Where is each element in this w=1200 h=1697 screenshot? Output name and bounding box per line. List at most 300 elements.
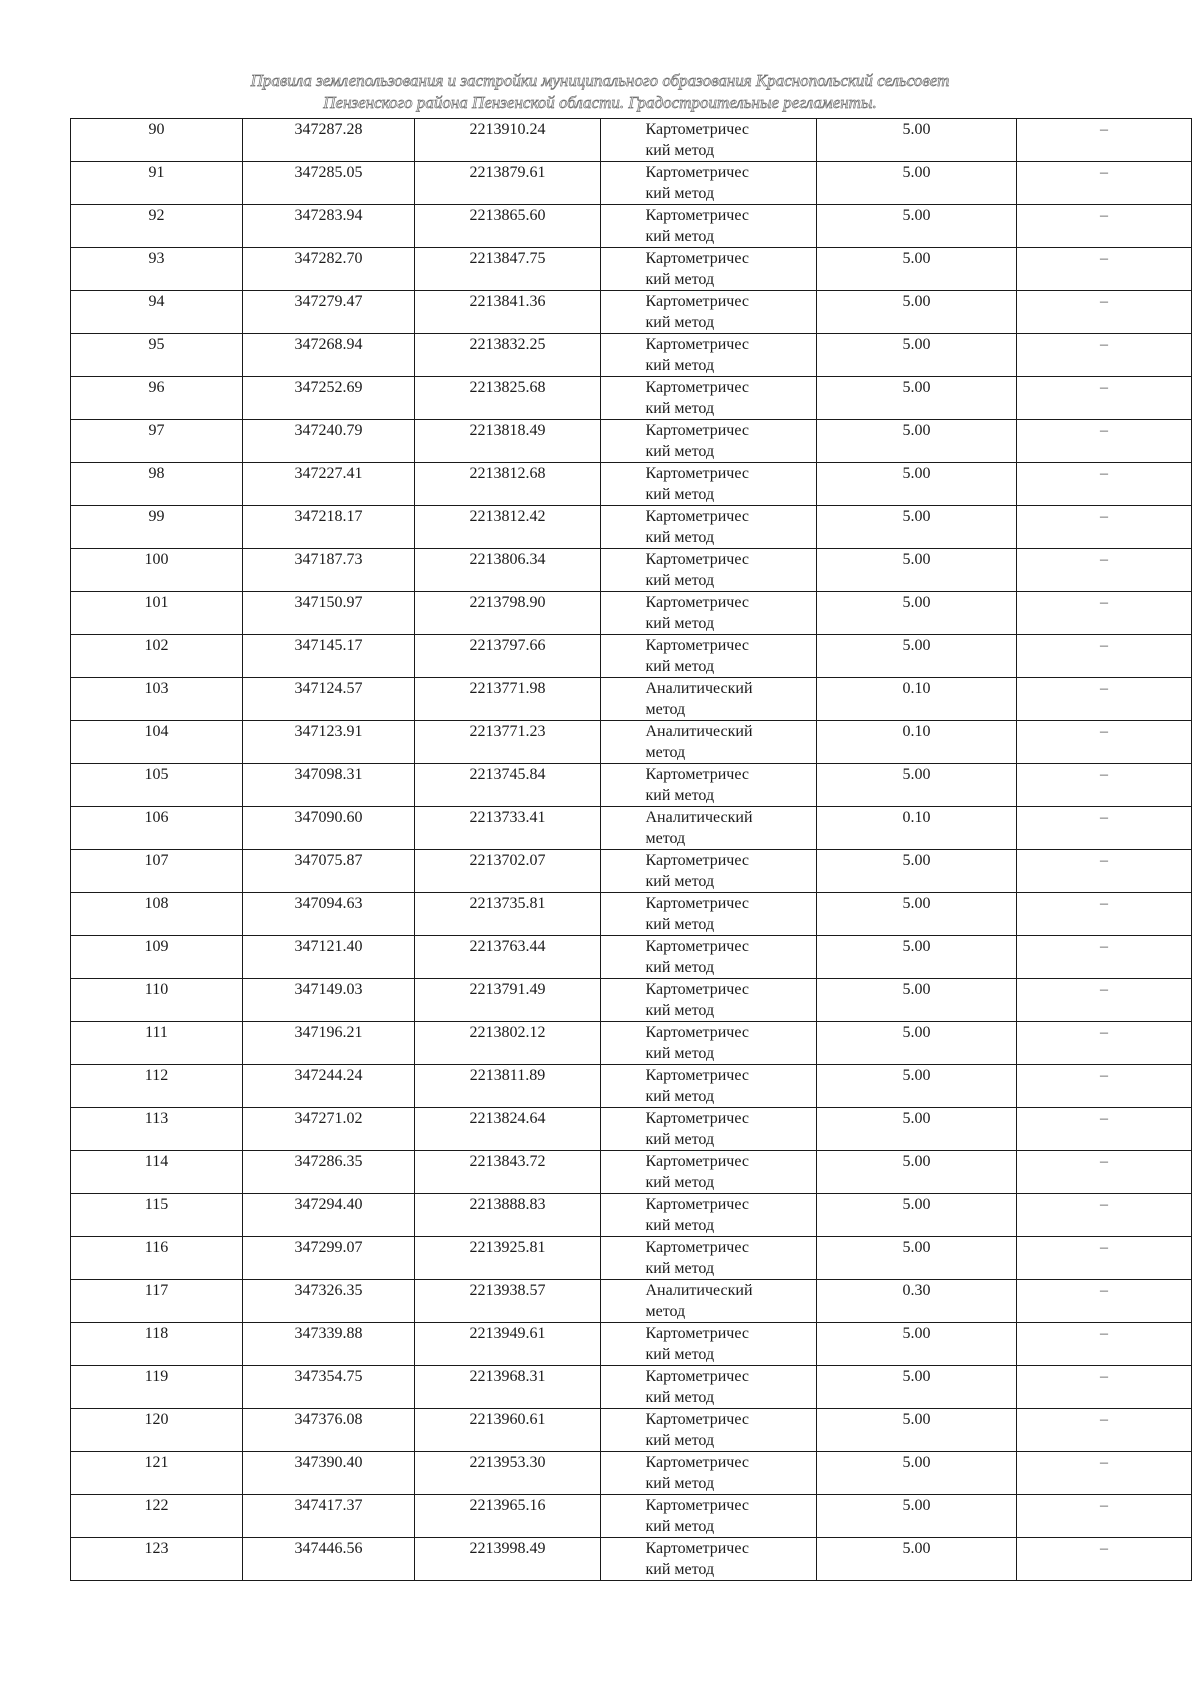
method-text (646, 1452, 772, 1494)
point-number-cell: 102 (71, 635, 243, 678)
y-coordinate-cell: 2213879.61 (415, 162, 601, 205)
accuracy-cell: 5.00 (817, 162, 1017, 205)
accuracy-cell: 5.00 (817, 506, 1017, 549)
y-coordinate-cell: 2213825.68 (415, 377, 601, 420)
method-text (646, 162, 772, 204)
table-row (71, 1194, 1192, 1237)
table-row (71, 893, 1192, 936)
accuracy-cell: 5.00 (817, 1495, 1017, 1538)
accuracy-cell: 5.00 (817, 334, 1017, 377)
table-row (71, 334, 1192, 377)
x-coordinate-cell: 347446.56 (243, 1538, 415, 1581)
method-line-2: метод (645, 1303, 686, 1320)
method-line-1: Картометричес (645, 1067, 749, 1084)
x-coordinate-cell: 347279.47 (243, 291, 415, 334)
table-row (71, 592, 1192, 635)
y-coordinate-cell: 2213791.49 (415, 979, 601, 1022)
method-text (646, 1538, 772, 1580)
point-number-cell: 93 (71, 248, 243, 291)
description-cell: – (1017, 205, 1192, 248)
y-coordinate-cell: 2213771.23 (415, 721, 601, 764)
y-coordinate-cell: 2213702.07 (415, 850, 601, 893)
method-cell (601, 1495, 817, 1538)
point-number-cell: 96 (71, 377, 243, 420)
y-coordinate-cell: 2213910.24 (415, 119, 601, 162)
method-cell (601, 936, 817, 979)
method-line-1: Картометричес (645, 1411, 749, 1428)
method-line-2: метод (645, 830, 686, 847)
description-cell: – (1017, 678, 1192, 721)
method-line-1: Картометричес (645, 1497, 749, 1514)
y-coordinate-cell: 2213806.34 (415, 549, 601, 592)
description-cell: – (1017, 893, 1192, 936)
method-cell (601, 248, 817, 291)
y-coordinate-cell: 2213812.68 (415, 463, 601, 506)
accuracy-cell: 5.00 (817, 1194, 1017, 1237)
y-coordinate-cell: 2213771.98 (415, 678, 601, 721)
table-row (71, 1151, 1192, 1194)
method-text (646, 1065, 772, 1107)
method-cell (601, 1237, 817, 1280)
method-cell (601, 205, 817, 248)
point-number-cell: 118 (71, 1323, 243, 1366)
description-cell: – (1017, 850, 1192, 893)
method-line-2: кий метод (645, 1432, 715, 1449)
description-cell: – (1017, 119, 1192, 162)
description-cell: – (1017, 1495, 1192, 1538)
point-number-cell: 116 (71, 1237, 243, 1280)
method-line-2: кий метод (645, 1260, 715, 1277)
y-coordinate-cell: 2213811.89 (415, 1065, 601, 1108)
method-line-2: кий метод (645, 486, 715, 503)
method-line-1: Картометричес (645, 895, 749, 912)
x-coordinate-cell: 347149.03 (243, 979, 415, 1022)
method-text (646, 463, 772, 505)
method-line-1: Картометричес (645, 1540, 749, 1557)
method-cell (601, 635, 817, 678)
point-number-cell: 94 (71, 291, 243, 334)
table-row (71, 1237, 1192, 1280)
table-row (71, 936, 1192, 979)
method-line-2: кий метод (645, 873, 715, 890)
x-coordinate-cell: 347145.17 (243, 635, 415, 678)
point-number-cell: 123 (71, 1538, 243, 1581)
method-line-1: Картометричес (645, 164, 749, 181)
y-coordinate-cell: 2213798.90 (415, 592, 601, 635)
accuracy-cell: 5.00 (817, 1366, 1017, 1409)
method-line-2: кий метод (645, 314, 715, 331)
y-coordinate-cell: 2213847.75 (415, 248, 601, 291)
method-text (646, 248, 772, 290)
accuracy-cell: 5.00 (817, 1065, 1017, 1108)
method-line-2: кий метод (645, 572, 715, 589)
x-coordinate-cell: 347187.73 (243, 549, 415, 592)
method-line-1: Картометричес (645, 293, 749, 310)
table-row (71, 205, 1192, 248)
method-cell (601, 893, 817, 936)
method-line-1: Картометричес (645, 981, 749, 998)
method-text (646, 893, 772, 935)
point-number-cell: 122 (71, 1495, 243, 1538)
method-text (646, 1022, 772, 1064)
point-number-cell: 109 (71, 936, 243, 979)
accuracy-cell: 0.10 (817, 807, 1017, 850)
method-cell (601, 119, 817, 162)
y-coordinate-cell: 2213733.41 (415, 807, 601, 850)
method-cell (601, 764, 817, 807)
accuracy-cell: 5.00 (817, 248, 1017, 291)
point-number-cell: 111 (71, 1022, 243, 1065)
y-coordinate-cell: 2213938.57 (415, 1280, 601, 1323)
method-line-1: Картометричес (645, 1239, 749, 1256)
x-coordinate-cell: 347390.40 (243, 1452, 415, 1495)
accuracy-cell: 5.00 (817, 936, 1017, 979)
method-cell (601, 463, 817, 506)
method-line-2: кий метод (645, 1088, 715, 1105)
method-text (646, 205, 772, 247)
table-row (71, 1366, 1192, 1409)
table-row (71, 764, 1192, 807)
table-row (71, 635, 1192, 678)
method-cell (601, 721, 817, 764)
point-number-cell: 90 (71, 119, 243, 162)
description-cell: – (1017, 1280, 1192, 1323)
method-line-2: кий метод (645, 1561, 715, 1578)
method-cell (601, 1452, 817, 1495)
method-text (646, 1495, 772, 1537)
method-line-2: кий метод (645, 357, 715, 374)
description-cell: – (1017, 506, 1192, 549)
table-row (71, 979, 1192, 1022)
table-row (71, 721, 1192, 764)
description-cell: – (1017, 420, 1192, 463)
method-line-2: кий метод (645, 1174, 715, 1191)
method-text (646, 1151, 772, 1193)
header-line-1: Правила землепользования и застройки муниципального образования Краснопольский сельсовет (250, 71, 950, 90)
description-cell: – (1017, 807, 1192, 850)
method-line-2: метод (645, 701, 686, 718)
method-text (646, 635, 772, 677)
point-number-cell: 107 (71, 850, 243, 893)
method-text (646, 549, 772, 591)
description-cell: – (1017, 1065, 1192, 1108)
coordinates-table (70, 118, 1192, 1581)
y-coordinate-cell: 2213745.84 (415, 764, 601, 807)
method-cell (601, 162, 817, 205)
accuracy-cell: 5.00 (817, 850, 1017, 893)
accuracy-cell: 0.10 (817, 678, 1017, 721)
x-coordinate-cell: 347339.88 (243, 1323, 415, 1366)
y-coordinate-cell: 2213818.49 (415, 420, 601, 463)
x-coordinate-cell: 347417.37 (243, 1495, 415, 1538)
coordinates-table-body (71, 119, 1192, 1581)
method-line-2: кий метод (645, 142, 715, 159)
method-text (646, 420, 772, 462)
y-coordinate-cell: 2213960.61 (415, 1409, 601, 1452)
table-row (71, 1452, 1192, 1495)
point-number-cell: 114 (71, 1151, 243, 1194)
method-cell (601, 1108, 817, 1151)
accuracy-cell: 5.00 (817, 764, 1017, 807)
accuracy-cell: 5.00 (817, 1538, 1017, 1581)
method-cell (601, 1151, 817, 1194)
point-number-cell: 110 (71, 979, 243, 1022)
method-line-2: кий метод (645, 443, 715, 460)
method-line-1: Картометричес (645, 1368, 749, 1385)
accuracy-cell: 5.00 (817, 1237, 1017, 1280)
method-text (646, 1194, 772, 1236)
accuracy-cell: 5.00 (817, 377, 1017, 420)
accuracy-cell: 0.10 (817, 721, 1017, 764)
y-coordinate-cell: 2213802.12 (415, 1022, 601, 1065)
method-line-2: кий метод (645, 1131, 715, 1148)
description-cell: – (1017, 764, 1192, 807)
description-cell: – (1017, 1194, 1192, 1237)
point-number-cell: 121 (71, 1452, 243, 1495)
table-row (71, 420, 1192, 463)
accuracy-cell: 5.00 (817, 1022, 1017, 1065)
description-cell: – (1017, 334, 1192, 377)
method-line-1: Картометричес (645, 594, 749, 611)
x-coordinate-cell: 347150.97 (243, 592, 415, 635)
description-cell: – (1017, 248, 1192, 291)
x-coordinate-cell: 347268.94 (243, 334, 415, 377)
method-text (646, 1280, 772, 1322)
method-text (646, 764, 772, 806)
description-cell: – (1017, 721, 1192, 764)
y-coordinate-cell: 2213735.81 (415, 893, 601, 936)
method-cell (601, 1409, 817, 1452)
description-cell: – (1017, 1538, 1192, 1581)
table-row (71, 119, 1192, 162)
method-line-1: Картометричес (645, 938, 749, 955)
x-coordinate-cell: 347094.63 (243, 893, 415, 936)
method-text (646, 678, 772, 720)
description-cell: – (1017, 1151, 1192, 1194)
description-cell: – (1017, 635, 1192, 678)
method-line-2: кий метод (645, 1346, 715, 1363)
method-line-1: Картометричес (645, 1024, 749, 1041)
table-row (71, 807, 1192, 850)
description-cell: – (1017, 1452, 1192, 1495)
method-text (646, 1237, 772, 1279)
description-cell: – (1017, 549, 1192, 592)
method-text (646, 1409, 772, 1451)
method-line-1: Картометричес (645, 207, 749, 224)
y-coordinate-cell: 2213832.25 (415, 334, 601, 377)
method-cell (601, 1065, 817, 1108)
accuracy-cell: 5.00 (817, 1151, 1017, 1194)
method-line-2: метод (645, 744, 686, 761)
method-line-1: Картометричес (645, 1454, 749, 1471)
method-line-2: кий метод (645, 1475, 715, 1492)
method-line-1: Картометричес (645, 422, 749, 439)
point-number-cell: 91 (71, 162, 243, 205)
method-line-1: Картометричес (645, 1325, 749, 1342)
method-line-2: кий метод (645, 916, 715, 933)
accuracy-cell: 5.00 (817, 1452, 1017, 1495)
y-coordinate-cell: 2213925.81 (415, 1237, 601, 1280)
method-line-2: кий метод (645, 529, 715, 546)
accuracy-cell: 5.00 (817, 1323, 1017, 1366)
x-coordinate-cell: 347123.91 (243, 721, 415, 764)
method-line-1: Аналитический (645, 809, 753, 826)
table-row (71, 1323, 1192, 1366)
accuracy-cell: 5.00 (817, 291, 1017, 334)
point-number-cell: 108 (71, 893, 243, 936)
table-row (71, 549, 1192, 592)
method-cell (601, 850, 817, 893)
point-number-cell: 105 (71, 764, 243, 807)
accuracy-cell: 5.00 (817, 635, 1017, 678)
x-coordinate-cell: 347075.87 (243, 850, 415, 893)
point-number-cell: 104 (71, 721, 243, 764)
x-coordinate-cell: 347285.05 (243, 162, 415, 205)
method-line-2: кий метод (645, 1045, 715, 1062)
y-coordinate-cell: 2213949.61 (415, 1323, 601, 1366)
description-cell: – (1017, 592, 1192, 635)
method-cell (601, 1323, 817, 1366)
method-line-1: Картометричес (645, 637, 749, 654)
point-number-cell: 106 (71, 807, 243, 850)
method-line-1: Картометричес (645, 1153, 749, 1170)
method-line-1: Картометричес (645, 250, 749, 267)
y-coordinate-cell: 2213998.49 (415, 1538, 601, 1581)
method-cell (601, 291, 817, 334)
table-row (71, 1538, 1192, 1581)
y-coordinate-cell: 2213843.72 (415, 1151, 601, 1194)
method-cell (601, 592, 817, 635)
description-cell: – (1017, 1323, 1192, 1366)
method-text (646, 592, 772, 634)
method-line-2: кий метод (645, 658, 715, 675)
y-coordinate-cell: 2213888.83 (415, 1194, 601, 1237)
x-coordinate-cell: 347283.94 (243, 205, 415, 248)
x-coordinate-cell: 347271.02 (243, 1108, 415, 1151)
description-cell: – (1017, 463, 1192, 506)
method-text (646, 979, 772, 1021)
method-line-1: Картометричес (645, 508, 749, 525)
method-text (646, 807, 772, 849)
method-line-1: Картометричес (645, 1196, 749, 1213)
point-number-cell: 97 (71, 420, 243, 463)
x-coordinate-cell: 347124.57 (243, 678, 415, 721)
point-number-cell: 95 (71, 334, 243, 377)
method-cell (601, 506, 817, 549)
method-line-1: Картометричес (645, 1110, 749, 1127)
header-line-2: Пензенского района Пензенской области. Градостроительные регламенты. (323, 93, 877, 112)
method-line-2: кий метод (645, 228, 715, 245)
description-cell: – (1017, 1022, 1192, 1065)
point-number-cell: 92 (71, 205, 243, 248)
method-line-2: кий метод (645, 1002, 715, 1019)
method-cell (601, 1280, 817, 1323)
table-row (71, 1409, 1192, 1452)
x-coordinate-cell: 347299.07 (243, 1237, 415, 1280)
method-cell (601, 678, 817, 721)
method-text (646, 850, 772, 892)
method-line-2: кий метод (645, 1217, 715, 1234)
x-coordinate-cell: 347240.79 (243, 420, 415, 463)
method-line-1: Картометричес (645, 852, 749, 869)
x-coordinate-cell: 347252.69 (243, 377, 415, 420)
accuracy-cell: 5.00 (817, 549, 1017, 592)
y-coordinate-cell: 2213797.66 (415, 635, 601, 678)
y-coordinate-cell: 2213841.36 (415, 291, 601, 334)
description-cell: – (1017, 162, 1192, 205)
point-number-cell: 103 (71, 678, 243, 721)
x-coordinate-cell: 347098.31 (243, 764, 415, 807)
x-coordinate-cell: 347286.35 (243, 1151, 415, 1194)
method-text (646, 1366, 772, 1408)
description-cell: – (1017, 1366, 1192, 1409)
method-line-2: кий метод (645, 1518, 715, 1535)
x-coordinate-cell: 347121.40 (243, 936, 415, 979)
accuracy-cell: 5.00 (817, 592, 1017, 635)
y-coordinate-cell: 2213865.60 (415, 205, 601, 248)
method-line-1: Аналитический (645, 680, 753, 697)
method-line-1: Картометричес (645, 766, 749, 783)
method-text (646, 377, 772, 419)
method-line-2: кий метод (645, 185, 715, 202)
method-cell (601, 377, 817, 420)
method-cell (601, 1022, 817, 1065)
table-row (71, 248, 1192, 291)
method-line-2: кий метод (645, 1389, 715, 1406)
method-line-1: Картометричес (645, 121, 749, 138)
description-cell: – (1017, 377, 1192, 420)
point-number-cell: 113 (71, 1108, 243, 1151)
accuracy-cell: 5.00 (817, 420, 1017, 463)
table-row (71, 291, 1192, 334)
method-line-1: Картометричес (645, 465, 749, 482)
point-number-cell: 101 (71, 592, 243, 635)
x-coordinate-cell: 347282.70 (243, 248, 415, 291)
method-text (646, 936, 772, 978)
description-cell: – (1017, 936, 1192, 979)
table-row (71, 1108, 1192, 1151)
point-number-cell: 120 (71, 1409, 243, 1452)
description-cell: – (1017, 1108, 1192, 1151)
table-row (71, 850, 1192, 893)
method-line-1: Аналитический (645, 723, 753, 740)
accuracy-cell: 5.00 (817, 893, 1017, 936)
description-cell: – (1017, 291, 1192, 334)
method-line-1: Картометричес (645, 551, 749, 568)
table-row (71, 377, 1192, 420)
method-text (646, 119, 772, 161)
point-number-cell: 117 (71, 1280, 243, 1323)
point-number-cell: 99 (71, 506, 243, 549)
y-coordinate-cell: 2213968.31 (415, 1366, 601, 1409)
accuracy-cell: 0.30 (817, 1280, 1017, 1323)
x-coordinate-cell: 347227.41 (243, 463, 415, 506)
x-coordinate-cell: 347090.60 (243, 807, 415, 850)
method-line-1: Картометричес (645, 379, 749, 396)
table-row (71, 1280, 1192, 1323)
method-cell (601, 979, 817, 1022)
point-number-cell: 100 (71, 549, 243, 592)
method-line-2: кий метод (645, 400, 715, 417)
accuracy-cell: 5.00 (817, 119, 1017, 162)
accuracy-cell: 5.00 (817, 1409, 1017, 1452)
table-row (71, 463, 1192, 506)
y-coordinate-cell: 2213763.44 (415, 936, 601, 979)
y-coordinate-cell: 2213812.42 (415, 506, 601, 549)
method-line-2: кий метод (645, 959, 715, 976)
method-text (646, 291, 772, 333)
table-row (71, 678, 1192, 721)
